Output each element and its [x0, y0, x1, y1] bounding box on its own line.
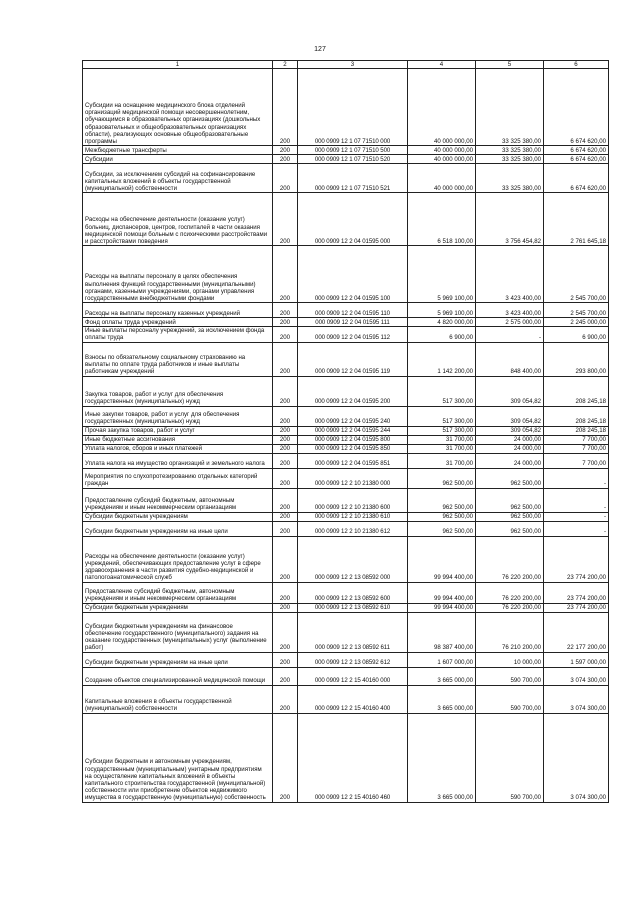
row-name: Расходы на обеспечение деятельности (оказание услуг) учреждений, обеспечивающих предоставление услуг в сфере здравоохранения в части развития судебно-медицинской и патологоанатомической служб — [83, 536, 273, 582]
row-line-code: 200 — [273, 426, 298, 435]
column-header: 2 — [273, 61, 298, 69]
row-name: Межбюджетные трансферты — [83, 146, 273, 155]
row-budget-code: 000 0909 12 2 15 40160 400 — [298, 685, 408, 713]
row-approved-amount: 962 500,00 — [408, 468, 476, 488]
row-line-code: 200 — [273, 582, 298, 603]
row-budget-code: 000 0909 12 2 04 01595 119 — [298, 342, 408, 376]
row-name: Субсидии бюджетным учреждениям на иные цели — [83, 652, 273, 667]
row-executed-amount: 33 325 380,00 — [476, 155, 544, 164]
row-unexecuted-amount: - — [544, 468, 609, 488]
row-name: Капитальные вложения в объекты государственной (муниципальной) собственности — [83, 685, 273, 713]
row-executed-amount: 10 000,00 — [476, 652, 544, 667]
row-budget-code: 000 0909 12 2 04 01595 240 — [298, 406, 408, 426]
row-name: Иные закупки товаров, работ и услуг для обеспечения государственных (муниципальных) нужд — [83, 406, 273, 426]
table-row — [83, 146, 609, 155]
row-name: Субсидии на оснащение медицинского блока отделений организаций медицинской помощи несовершеннолетним, обучающимся в образовательных организациях (дошкольных образовательных и общеобразовательных организациях области), реализующих основные общеобразовательные программы — [83, 69, 273, 146]
column-header: 5 — [476, 61, 544, 69]
row-name: Мероприятия по слухопротезированию отдельных категорий граждан — [83, 468, 273, 488]
table-row — [83, 612, 609, 652]
row-unexecuted-amount: - — [544, 512, 609, 521]
column-header: 6 — [544, 61, 609, 69]
row-executed-amount: 962 500,00 — [476, 512, 544, 521]
row-name: Уплата налога на имущество организаций и земельного налога — [83, 453, 273, 468]
row-line-code: 200 — [273, 652, 298, 667]
row-executed-amount: 309 054,82 — [476, 376, 544, 406]
row-name: Субсидии — [83, 155, 273, 164]
row-unexecuted-amount: 3 074 300,00 — [544, 667, 609, 685]
row-name: Создание объектов специализированной медицинской помощи — [83, 667, 273, 685]
row-executed-amount: 24 000,00 — [476, 453, 544, 468]
row-approved-amount: 40 000 000,00 — [408, 146, 476, 155]
row-budget-code: 000 0909 12 2 15 40160 460 — [298, 713, 408, 802]
row-line-code: 200 — [273, 246, 298, 303]
row-executed-amount: 962 500,00 — [476, 521, 544, 536]
row-budget-code: 000 0909 12 2 04 01595 110 — [298, 303, 408, 318]
row-name: Расходы на обеспечение деятельности (оказание услуг) больниц, диспансеров, центров, госпиталей в части оказания медицинской помощи больным с психическими расстройствами и расстройствами поведения — [83, 193, 273, 246]
row-name: Закупка товаров, работ и услуг для обеспечения государственных (муниципальных) нужд — [83, 376, 273, 406]
row-budget-code: 000 0909 12 1 07 71510 520 — [298, 155, 408, 164]
row-unexecuted-amount: 2 545 700,00 — [544, 246, 609, 303]
row-approved-amount: 98 387 400,00 — [408, 612, 476, 652]
row-unexecuted-amount: 208 245,18 — [544, 426, 609, 435]
row-name: Расходы на выплаты персоналу казенных учреждений — [83, 303, 273, 318]
row-budget-code: 000 0909 12 2 10 21380 612 — [298, 521, 408, 536]
row-unexecuted-amount: - — [544, 521, 609, 536]
budget-execution-table — [82, 60, 609, 803]
row-name: Субсидии бюджетным учреждениям на иные цели — [83, 521, 273, 536]
row-line-code: 200 — [273, 453, 298, 468]
row-budget-code: 000 0909 12 2 15 40160 000 — [298, 667, 408, 685]
table-row — [83, 453, 609, 468]
column-header: 4 — [408, 61, 476, 69]
row-name: Прочая закупка товаров, работ и услуг — [83, 426, 273, 435]
table-row — [83, 246, 609, 303]
row-executed-amount: 24 000,00 — [476, 444, 544, 453]
table-row — [83, 435, 609, 444]
table-row — [83, 327, 609, 342]
row-approved-amount: 4 820 000,00 — [408, 318, 476, 327]
row-approved-amount: 1 607 000,00 — [408, 652, 476, 667]
column-header: 3 — [298, 61, 408, 69]
row-line-code: 200 — [273, 521, 298, 536]
row-budget-code: 000 0909 12 2 04 01595 244 — [298, 426, 408, 435]
row-unexecuted-amount: 23 774 200,00 — [544, 536, 609, 582]
row-unexecuted-amount: 6 674 620,00 — [544, 69, 609, 146]
row-line-code: 200 — [273, 193, 298, 246]
row-executed-amount: - — [476, 327, 544, 342]
row-budget-code: 000 0909 12 2 13 08592 610 — [298, 603, 408, 612]
table-row — [83, 582, 609, 603]
row-executed-amount: 590 700,00 — [476, 667, 544, 685]
row-budget-code: 000 0909 12 2 13 08592 612 — [298, 652, 408, 667]
row-unexecuted-amount: 7 700,00 — [544, 453, 609, 468]
table-row — [83, 155, 609, 164]
row-executed-amount: 76 220 200,00 — [476, 536, 544, 582]
row-approved-amount: 517 300,00 — [408, 406, 476, 426]
row-name: Иные выплаты персоналу учреждений, за исключением фонда оплаты труда — [83, 327, 273, 342]
row-budget-code: 000 0909 12 2 10 21380 610 — [298, 512, 408, 521]
table-row — [83, 444, 609, 453]
row-approved-amount: 962 500,00 — [408, 512, 476, 521]
row-approved-amount: 1 142 200,00 — [408, 342, 476, 376]
row-unexecuted-amount: 293 800,00 — [544, 342, 609, 376]
row-line-code: 200 — [273, 444, 298, 453]
table-row — [83, 468, 609, 488]
row-unexecuted-amount: 23 774 200,00 — [544, 603, 609, 612]
table-row — [83, 426, 609, 435]
header-row — [83, 61, 609, 69]
row-approved-amount: 31 700,00 — [408, 435, 476, 444]
row-budget-code: 000 0909 12 2 04 01595 111 — [298, 318, 408, 327]
row-line-code: 200 — [273, 512, 298, 521]
row-approved-amount: 99 994 400,00 — [408, 603, 476, 612]
row-unexecuted-amount: 6 900,00 — [544, 327, 609, 342]
row-budget-code: 000 0909 12 2 10 21380 600 — [298, 488, 408, 512]
row-budget-code: 000 0909 12 2 04 01595 100 — [298, 246, 408, 303]
table-row — [83, 685, 609, 713]
row-executed-amount: 590 700,00 — [476, 685, 544, 713]
row-executed-amount: 24 000,00 — [476, 435, 544, 444]
row-approved-amount: 40 000 000,00 — [408, 69, 476, 146]
row-approved-amount: 40 000 000,00 — [408, 164, 476, 193]
row-line-code: 200 — [273, 667, 298, 685]
row-approved-amount: 3 665 000,00 — [408, 667, 476, 685]
row-approved-amount: 6 518 100,00 — [408, 193, 476, 246]
row-line-code: 200 — [273, 713, 298, 802]
row-line-code: 200 — [273, 488, 298, 512]
row-executed-amount: 3 423 400,00 — [476, 303, 544, 318]
row-name: Иные бюджетные ассигнования — [83, 435, 273, 444]
row-name: Субсидии, за исключением субсидий на софинансирование капитальных вложений в объекты государственной (муниципальной) собственности — [83, 164, 273, 193]
row-line-code: 200 — [273, 69, 298, 146]
row-budget-code: 000 0909 12 2 13 08592 600 — [298, 582, 408, 603]
row-unexecuted-amount: 3 074 300,00 — [544, 685, 609, 713]
row-executed-amount: 33 325 380,00 — [476, 69, 544, 146]
row-name: Субсидии бюджетным и автономным учреждениям, государственным (муниципальным) унитарным предприятиям на осуществление капитальных вложений в объекты капитального строительства государственной (муниципальной) собственности или приобретение объектов недвижимого имущества в государственную (муниципальную) собственность — [83, 713, 273, 802]
row-approved-amount: 99 994 400,00 — [408, 536, 476, 582]
table-row — [83, 342, 609, 376]
row-budget-code: 000 0909 12 2 10 21380 000 — [298, 468, 408, 488]
row-executed-amount: 3 423 400,00 — [476, 246, 544, 303]
page-number: 127 — [314, 46, 326, 53]
row-approved-amount: 31 700,00 — [408, 444, 476, 453]
row-unexecuted-amount: - — [544, 488, 609, 512]
row-budget-code: 000 0909 12 2 04 01595 851 — [298, 453, 408, 468]
row-unexecuted-amount: 3 074 300,00 — [544, 713, 609, 802]
table-row — [83, 303, 609, 318]
row-line-code: 200 — [273, 318, 298, 327]
row-budget-code: 000 0909 12 2 13 08592 611 — [298, 612, 408, 652]
table-row — [83, 376, 609, 406]
table-row — [83, 164, 609, 193]
row-budget-code: 000 0909 12 2 13 08592 000 — [298, 536, 408, 582]
row-budget-code: 000 0909 12 2 04 01595 200 — [298, 376, 408, 406]
row-approved-amount: 40 000 000,00 — [408, 155, 476, 164]
row-executed-amount: 76 220 200,00 — [476, 603, 544, 612]
row-approved-amount: 6 900,00 — [408, 327, 476, 342]
row-line-code: 200 — [273, 468, 298, 488]
table-row — [83, 193, 609, 246]
row-budget-code: 000 0909 12 2 04 01595 000 — [298, 193, 408, 246]
row-unexecuted-amount: 23 774 200,00 — [544, 582, 609, 603]
table-row — [83, 512, 609, 521]
row-executed-amount: 962 500,00 — [476, 468, 544, 488]
row-budget-code: 000 0909 12 2 04 01595 800 — [298, 435, 408, 444]
table-row — [83, 713, 609, 802]
row-executed-amount: 2 575 000,00 — [476, 318, 544, 327]
row-name: Субсидии бюджетным учреждениям на финансовое обеспечение государственного (муниципального) задания на оказание государственных (муниципальных) услуг (выполнение работ) — [83, 612, 273, 652]
row-approved-amount: 3 665 000,00 — [408, 713, 476, 802]
row-executed-amount: 590 700,00 — [476, 713, 544, 802]
table-row — [83, 488, 609, 512]
row-executed-amount: 962 500,00 — [476, 488, 544, 512]
column-header: 1 — [83, 61, 273, 69]
table-row — [83, 652, 609, 667]
row-approved-amount: 962 500,00 — [408, 488, 476, 512]
row-budget-code: 000 0909 12 1 07 71510 000 — [298, 69, 408, 146]
row-approved-amount: 3 665 000,00 — [408, 685, 476, 713]
row-unexecuted-amount: 6 674 620,00 — [544, 164, 609, 193]
row-line-code: 200 — [273, 612, 298, 652]
row-line-code: 200 — [273, 685, 298, 713]
table-row — [83, 318, 609, 327]
row-name: Субсидии бюджетным учреждениям — [83, 512, 273, 521]
table-row — [83, 69, 609, 146]
row-line-code: 200 — [273, 536, 298, 582]
row-approved-amount: 5 969 100,00 — [408, 246, 476, 303]
row-executed-amount: 309 054,82 — [476, 426, 544, 435]
row-unexecuted-amount: 7 700,00 — [544, 435, 609, 444]
row-line-code: 200 — [273, 376, 298, 406]
row-unexecuted-amount: 7 700,00 — [544, 444, 609, 453]
row-line-code: 200 — [273, 164, 298, 193]
row-approved-amount: 99 994 400,00 — [408, 582, 476, 603]
row-unexecuted-amount: 2 545 700,00 — [544, 303, 609, 318]
row-unexecuted-amount: 22 177 200,00 — [544, 612, 609, 652]
row-executed-amount: 76 210 200,00 — [476, 612, 544, 652]
row-budget-code: 000 0909 12 2 04 01595 850 — [298, 444, 408, 453]
row-line-code: 200 — [273, 342, 298, 376]
row-approved-amount: 962 500,00 — [408, 521, 476, 536]
row-executed-amount: 76 220 200,00 — [476, 582, 544, 603]
table-row — [83, 536, 609, 582]
row-approved-amount: 517 300,00 — [408, 426, 476, 435]
row-name: Фонд оплаты труда учреждений — [83, 318, 273, 327]
table-row — [83, 603, 609, 612]
row-executed-amount: 33 325 380,00 — [476, 164, 544, 193]
row-unexecuted-amount: 2 761 645,18 — [544, 193, 609, 246]
row-name: Субсидии бюджетным учреждениям — [83, 603, 273, 612]
row-budget-code: 000 0909 12 1 07 71510 500 — [298, 146, 408, 155]
row-name: Предоставление субсидий бюджетным, автономным учреждениям и иным некоммерческим организациям — [83, 488, 273, 512]
row-approved-amount: 5 969 100,00 — [408, 303, 476, 318]
row-line-code: 200 — [273, 155, 298, 164]
row-line-code: 200 — [273, 435, 298, 444]
row-budget-code: 000 0909 12 2 04 01595 112 — [298, 327, 408, 342]
row-unexecuted-amount: 6 674 620,00 — [544, 146, 609, 155]
row-name: Расходы на выплаты персоналу в целях обеспечения выполнения функций государственными (муниципальными) органами, казенными учреждениями, органами управления государственными внебюджетными фондами — [83, 246, 273, 303]
table-row — [83, 667, 609, 685]
table-row — [83, 406, 609, 426]
row-line-code: 200 — [273, 406, 298, 426]
row-unexecuted-amount: 6 674 620,00 — [544, 155, 609, 164]
table-row — [83, 521, 609, 536]
row-approved-amount: 517 300,00 — [408, 376, 476, 406]
row-executed-amount: 33 325 380,00 — [476, 146, 544, 155]
row-unexecuted-amount: 1 597 000,00 — [544, 652, 609, 667]
row-line-code: 200 — [273, 327, 298, 342]
row-executed-amount: 3 756 454,82 — [476, 193, 544, 246]
row-executed-amount: 848 400,00 — [476, 342, 544, 376]
row-budget-code: 000 0909 12 1 07 71510 521 — [298, 164, 408, 193]
row-unexecuted-amount: 2 245 000,00 — [544, 318, 609, 327]
row-line-code: 200 — [273, 146, 298, 155]
row-name: Взносы по обязательному социальному страхованию на выплаты по оплате труда работников и иные выплаты работникам учреждений — [83, 342, 273, 376]
row-line-code: 200 — [273, 603, 298, 612]
row-line-code: 200 — [273, 303, 298, 318]
row-name: Уплата налогов, сборов и иных платежей — [83, 444, 273, 453]
row-unexecuted-amount: 208 245,18 — [544, 376, 609, 406]
row-approved-amount: 31 700,00 — [408, 453, 476, 468]
row-unexecuted-amount: 208 245,18 — [544, 406, 609, 426]
row-executed-amount: 309 054,82 — [476, 406, 544, 426]
row-name: Предоставление субсидий бюджетным, автономным учреждениям и иным некоммерческим организациям — [83, 582, 273, 603]
